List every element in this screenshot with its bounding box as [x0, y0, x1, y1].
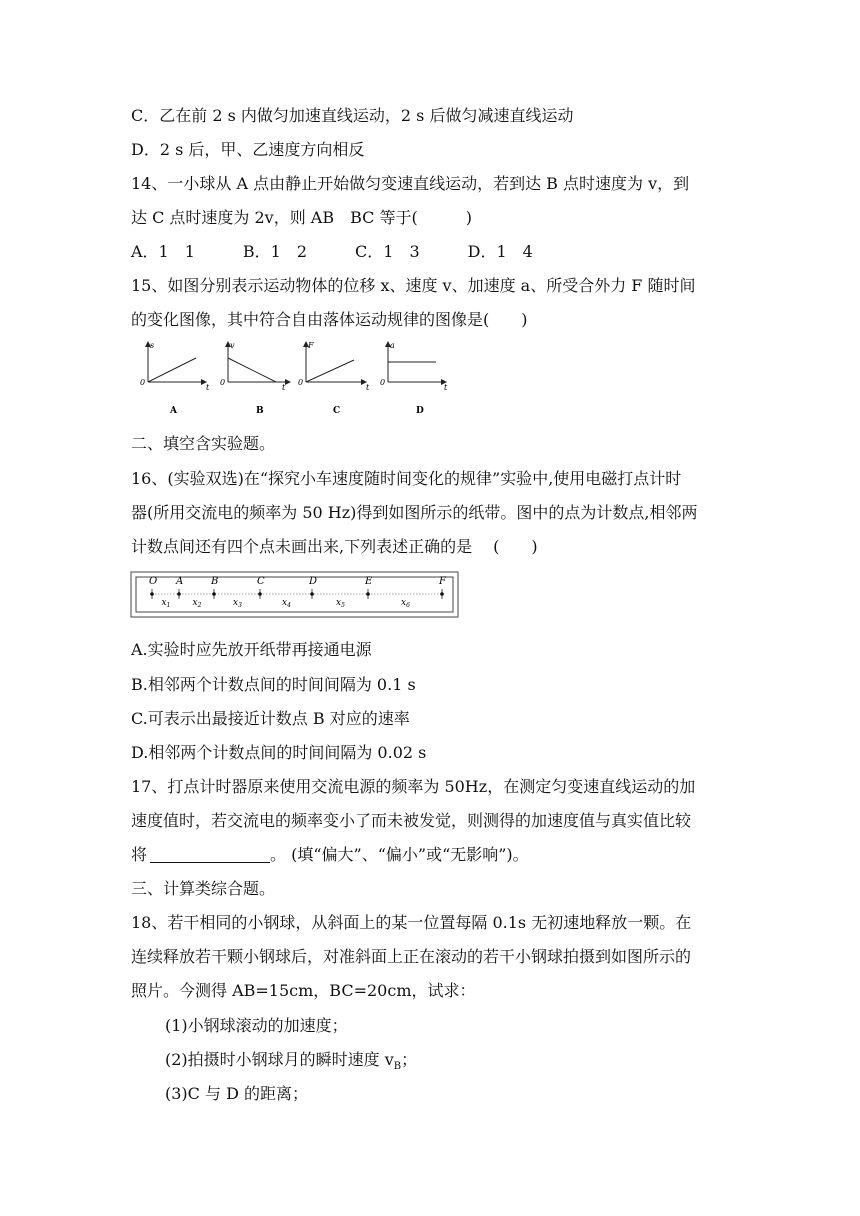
tape-point-label-A: A [176, 576, 184, 587]
tape-segment-label-x5: $x_5$ [336, 598, 345, 609]
graph-b [220, 341, 290, 416]
graph-c-t-label: t [366, 383, 370, 392]
q14-stem-line1: 14、一小球从 A 点由静止开始做匀变速直线运动，若到达 B 点时速度为 v，到 [131, 174, 690, 193]
graph-c-label: C [333, 406, 341, 416]
graph-b-label: B [256, 406, 264, 416]
tape-point-C [258, 592, 262, 596]
q18-stem-line1: 18、若干相同的小钢球，从斜面上的某一位置每隔 0.1s 无初速地释放一颗。在 [131, 913, 692, 932]
section-2-heading: 二、填空含实验题。 [131, 434, 276, 453]
graph-a-axis-label: s [150, 341, 155, 350]
q16-option-d: D.相邻两个计数点间的时间间隔为 0.02 s [131, 743, 427, 762]
graph-a [140, 341, 210, 416]
tape-point-E [366, 592, 370, 596]
q16-option-c: C.可表示出最接近计数点 B 对应的速率 [131, 709, 410, 728]
q18-sub-2-subscript: B [393, 1061, 402, 1073]
q18-stem-line3: 照片。今测得 AB=15cm，BC=20cm，试求： [131, 981, 476, 1000]
tape-segment-label-x6: $x_6$ [401, 598, 410, 609]
graph-a-origin: 0 [140, 378, 146, 387]
q17-stem-line1: 17、打点计时器原来使用交流电源的频率为 50Hz，在测定匀变速直线运动的加 [131, 777, 696, 796]
q18-sub-1: (1)小钢球滚动的加速度； [165, 1016, 348, 1035]
graph-c [298, 341, 370, 416]
graph-b-origin: 0 [220, 378, 226, 387]
q16-stem-line1: 16、(实验双选)在“探究小车速度随时间变化的规律”实验中,使用电磁打点计时 [131, 469, 682, 488]
graph-a-label: A [170, 406, 177, 416]
q16-stem-line2: 器(所用交流电的频率为 50 Hz)得到如图所示的纸带。图中的点为计数点,相邻两 [131, 503, 698, 522]
tape-point-B [212, 592, 216, 596]
q16-stem-line3: 计数点间还有四个点未画出来,下列表述正确的是 ( ) [131, 537, 538, 556]
tape-point-label-B: B [211, 576, 219, 587]
q16-paper-tape-figure [130, 571, 460, 619]
tape-segment-label-x4: $x_4$ [282, 598, 291, 609]
q18-sub-2-end: ； [401, 1050, 418, 1069]
q17-line3-prefix: 将 [131, 845, 148, 864]
graph-b-axis-label: v [230, 341, 235, 350]
tape-point-label-C: C [257, 576, 265, 587]
tape-point-label-F: F [439, 576, 446, 587]
q17-answer-blank[interactable] [150, 846, 270, 863]
graph-d [380, 341, 448, 416]
q16-option-a: A.实验时应先放开纸带再接通电源 [131, 640, 372, 659]
graph-d-axis-label: a [390, 341, 395, 350]
graph-c-axis-label: F [308, 341, 314, 350]
graph-d-origin: 0 [380, 378, 386, 387]
q17-stem-line3 [131, 845, 529, 865]
graph-c-origin: 0 [298, 378, 304, 387]
graph-a-t-label: t [206, 383, 210, 392]
q17-line3-suffix: 。 (填“偏大”、“偏小”或“无影响”)。 [270, 845, 529, 864]
tape-point-label-E: E [365, 576, 373, 587]
tape-point-O [150, 592, 154, 596]
q14-stem-line2: 达 C 点时速度为 2v，则 AB BC 等于( ) [131, 208, 472, 227]
tape-segment-label-x3: $x_3$ [233, 598, 242, 609]
q18-sub-2 [165, 1050, 417, 1077]
q13-option-c: C．乙在前 2 s 内做匀加速直线运动，2 s 后做匀减速直线运动 [131, 106, 574, 125]
q16-option-b: B.相邻两个计数点间的时间间隔为 0.1 s [131, 675, 416, 694]
q18-sub-3: (3)C 与 D 的距离； [165, 1084, 308, 1103]
graph-b-t-label: t [282, 383, 286, 392]
q18-sub-2-text: (2)拍摄时小钢球月的瞬时速度 v [165, 1050, 394, 1069]
q14-options: A．1 1 B．1 2 C．1 3 D．1 4 [131, 242, 533, 261]
tape-point-D [310, 592, 314, 596]
tape-point-A [177, 592, 181, 596]
tape-point-label-D: D [309, 576, 318, 587]
tape-segment-label-x1: $x_1$ [161, 598, 171, 609]
q15-stem-line1: 15、如图分别表示运动物体的位移 x、速度 v、加速度 a、所受合外力 F 随时间 [131, 276, 696, 295]
q18-stem-line2: 连续释放若干颗小钢球后，对准斜面上正在滚动的若干小钢球拍摄到如图所示的 [131, 947, 692, 966]
q15-graphs-figure [130, 338, 460, 420]
tape-segment-label-x2: $x_2$ [192, 598, 202, 609]
q13-option-d: D．2 s 后，甲、乙速度方向相反 [131, 140, 365, 159]
section-3-heading: 三、计算类综合题。 [131, 879, 276, 898]
q17-stem-line2: 速度值时，若交流电的频率变小了而未被发觉，则测得的加速度值与真实值比较 [131, 811, 692, 830]
tape-point-label-O: O [149, 576, 158, 587]
graph-d-t-label: t [444, 383, 448, 392]
q15-stem-line2: 的变化图像，其中符合自由落体运动规律的图像是( ) [131, 310, 528, 329]
graph-d-label: D [416, 406, 424, 416]
tape-point-F [440, 592, 444, 596]
